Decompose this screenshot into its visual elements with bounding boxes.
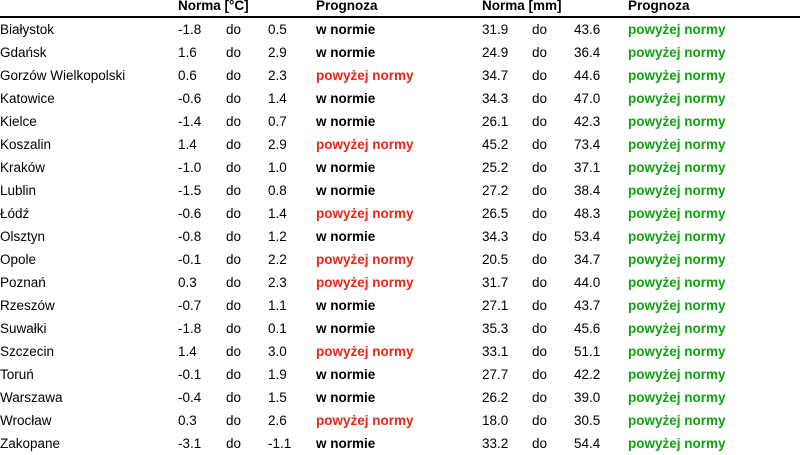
- cell-norm-precip-high: 42.3: [574, 114, 601, 129]
- cell-norm-precip-high: 73.4: [574, 137, 601, 152]
- cell-city: Szczecin: [0, 344, 55, 359]
- cell-norm-temp-high: 2.9: [268, 45, 287, 60]
- cell-forecast-temp: w normie: [316, 229, 376, 244]
- cell-forecast-precip: powyżej normy: [628, 22, 726, 37]
- cell-separator-temp: do: [226, 413, 242, 428]
- table-row: [0, 64, 800, 87]
- cell-norm-temp-high: 0.1: [268, 321, 287, 336]
- cell-norm-precip-high: 43.7: [574, 298, 601, 313]
- cell-norm-temp-low: -0.6: [178, 91, 202, 106]
- cell-city: Wrocław: [0, 413, 52, 428]
- cell-separator-precip: do: [532, 206, 548, 221]
- col-header-city: [0, 0, 178, 16]
- table-row: [0, 409, 800, 432]
- table-row: [0, 110, 800, 133]
- cell-city: Lublin: [0, 183, 37, 198]
- cell-norm-precip-low: 26.1: [482, 114, 509, 129]
- table-body: [0, 18, 800, 455]
- cell-forecast-temp: w normie: [316, 298, 376, 313]
- cell-norm-temp-high: 3.0: [268, 344, 287, 359]
- cell-norm-temp-low: -0.1: [178, 367, 202, 382]
- cell-separator-precip: do: [532, 367, 548, 382]
- cell-norm-temp-low: -1.4: [178, 114, 202, 129]
- cell-separator-temp: do: [226, 206, 242, 221]
- cell-norm-temp-high: 2.2: [268, 252, 287, 267]
- cell-norm-precip-low: 18.0: [482, 413, 509, 428]
- cell-separator-precip: do: [532, 45, 548, 60]
- cell-norm-temp-low: 0.6: [178, 68, 197, 83]
- cell-norm-temp-low: -1.0: [178, 160, 202, 175]
- cell-norm-precip-low: 34.7: [482, 68, 509, 83]
- col-header-forecast-precip: Prognoza: [628, 0, 690, 13]
- cell-norm-temp-low: -1.5: [178, 183, 202, 198]
- cell-city: Suwałki: [0, 321, 47, 336]
- cell-separator-precip: do: [532, 344, 548, 359]
- cell-separator-temp: do: [226, 45, 242, 60]
- cell-separator-temp: do: [226, 344, 242, 359]
- cell-separator-precip: do: [532, 298, 548, 313]
- table-row: [0, 432, 800, 455]
- cell-norm-precip-high: 47.0: [574, 91, 601, 106]
- cell-forecast-temp: powyżej normy: [316, 413, 414, 428]
- cell-norm-precip-low: 45.2: [482, 137, 509, 152]
- cell-norm-temp-high: 2.9: [268, 137, 287, 152]
- cell-forecast-temp: w normie: [316, 321, 376, 336]
- cell-forecast-temp: powyżej normy: [316, 275, 414, 290]
- cell-forecast-precip: powyżej normy: [628, 229, 726, 244]
- cell-forecast-temp: w normie: [316, 114, 376, 129]
- table-row: [0, 317, 800, 340]
- cell-norm-precip-high: 36.4: [574, 45, 601, 60]
- cell-separator-precip: do: [532, 229, 548, 244]
- cell-norm-temp-high: 0.8: [268, 183, 287, 198]
- cell-separator-precip: do: [532, 436, 548, 451]
- cell-norm-precip-low: 34.3: [482, 91, 509, 106]
- table-row: [0, 294, 800, 317]
- cell-norm-temp-high: 0.5: [268, 22, 287, 37]
- table-row: [0, 179, 800, 202]
- cell-norm-temp-high: 1.4: [268, 206, 287, 221]
- cell-separator-temp: do: [226, 229, 242, 244]
- cell-norm-precip-low: 31.9: [482, 22, 509, 37]
- cell-separator-precip: do: [532, 321, 548, 336]
- cell-forecast-precip: powyżej normy: [628, 413, 726, 428]
- cell-separator-precip: do: [532, 390, 548, 405]
- cell-separator-temp: do: [226, 137, 242, 152]
- cell-separator-temp: do: [226, 22, 242, 37]
- table-header: [0, 0, 800, 18]
- cell-norm-precip-high: 53.4: [574, 229, 601, 244]
- table-row: [0, 41, 800, 64]
- cell-norm-precip-low: 24.9: [482, 45, 509, 60]
- cell-forecast-precip: powyżej normy: [628, 298, 726, 313]
- cell-separator-temp: do: [226, 68, 242, 83]
- cell-forecast-temp: w normie: [316, 160, 376, 175]
- cell-forecast-temp: powyżej normy: [316, 252, 414, 267]
- cell-norm-precip-low: 35.3: [482, 321, 509, 336]
- cell-city: Białystok: [0, 22, 55, 37]
- cell-city: Warszawa: [0, 390, 63, 405]
- cell-city: Opole: [0, 252, 37, 267]
- cell-norm-temp-low: 1.6: [178, 45, 197, 60]
- cell-forecast-temp: w normie: [316, 367, 376, 382]
- cell-separator-temp: do: [226, 160, 242, 175]
- cell-norm-precip-low: 34.3: [482, 229, 509, 244]
- cell-city: Katowice: [0, 91, 55, 106]
- cell-norm-precip-high: 39.0: [574, 390, 601, 405]
- cell-forecast-precip: powyżej normy: [628, 344, 726, 359]
- cell-forecast-precip: powyżej normy: [628, 114, 726, 129]
- cell-separator-precip: do: [532, 252, 548, 267]
- cell-forecast-temp: w normie: [316, 436, 376, 451]
- cell-norm-temp-high: 2.3: [268, 275, 287, 290]
- cell-forecast-temp: powyżej normy: [316, 344, 414, 359]
- cell-separator-temp: do: [226, 183, 242, 198]
- col-header-norm-temp: Norma [°C]: [178, 0, 249, 13]
- col-header-norm-precip: Norma [mm]: [482, 0, 562, 13]
- cell-norm-precip-high: 48.3: [574, 206, 601, 221]
- col-header-forecast-temp: Prognoza: [316, 0, 378, 13]
- cell-norm-temp-low: -0.6: [178, 206, 202, 221]
- cell-norm-precip-high: 51.1: [574, 344, 601, 359]
- cell-norm-temp-low: -0.4: [178, 390, 202, 405]
- cell-norm-precip-low: 33.1: [482, 344, 509, 359]
- cell-separator-precip: do: [532, 114, 548, 129]
- cell-separator-precip: do: [532, 413, 548, 428]
- cell-forecast-temp: w normie: [316, 183, 376, 198]
- cell-norm-temp-low: -3.1: [178, 436, 202, 451]
- cell-separator-precip: do: [532, 22, 548, 37]
- cell-norm-temp-low: -0.7: [178, 298, 202, 313]
- cell-forecast-precip: powyżej normy: [628, 321, 726, 336]
- cell-norm-temp-high: 0.7: [268, 114, 287, 129]
- cell-norm-temp-high: 2.3: [268, 68, 287, 83]
- cell-norm-precip-high: 42.2: [574, 367, 601, 382]
- table-row: [0, 386, 800, 409]
- cell-forecast-precip: powyżej normy: [628, 367, 726, 382]
- cell-norm-temp-high: 1.0: [268, 160, 287, 175]
- cell-separator-precip: do: [532, 91, 548, 106]
- cell-separator-precip: do: [532, 275, 548, 290]
- cell-city: Gdańsk: [0, 45, 47, 60]
- cell-norm-temp-low: 0.3: [178, 275, 197, 290]
- cell-forecast-precip: powyżej normy: [628, 183, 726, 198]
- cell-forecast-precip: powyżej normy: [628, 390, 726, 405]
- cell-city: Poznań: [0, 275, 46, 290]
- table-row: [0, 248, 800, 271]
- cell-city: Olsztyn: [0, 229, 46, 244]
- cell-norm-temp-low: -1.8: [178, 321, 202, 336]
- cell-forecast-precip: powyżej normy: [628, 137, 726, 152]
- cell-separator-temp: do: [226, 298, 242, 313]
- cell-forecast-temp: powyżej normy: [316, 137, 414, 152]
- cell-forecast-temp: powyżej normy: [316, 68, 414, 83]
- cell-forecast-precip: powyżej normy: [628, 160, 726, 175]
- cell-separator-temp: do: [226, 436, 242, 451]
- cell-norm-precip-high: 37.1: [574, 160, 601, 175]
- cell-norm-precip-high: 44.6: [574, 68, 601, 83]
- cell-norm-precip-high: 44.0: [574, 275, 601, 290]
- cell-separator-precip: do: [532, 183, 548, 198]
- cell-separator-precip: do: [532, 137, 548, 152]
- cell-norm-temp-low: 0.3: [178, 413, 197, 428]
- cell-forecast-temp: w normie: [316, 22, 376, 37]
- cell-norm-temp-low: 1.4: [178, 344, 197, 359]
- cell-separator-temp: do: [226, 114, 242, 129]
- cell-forecast-precip: powyżej normy: [628, 206, 726, 221]
- cell-city: Toruń: [0, 367, 34, 382]
- cell-norm-precip-low: 33.2: [482, 436, 509, 451]
- cell-separator-precip: do: [532, 160, 548, 175]
- cell-separator-temp: do: [226, 367, 242, 382]
- cell-city: Gorzów Wielkopolski: [0, 68, 126, 83]
- cell-norm-precip-high: 43.6: [574, 22, 601, 37]
- cell-separator-temp: do: [226, 321, 242, 336]
- table-row: [0, 18, 800, 41]
- cell-norm-precip-low: 31.7: [482, 275, 509, 290]
- cell-norm-precip-low: 27.1: [482, 298, 509, 313]
- cell-city: Kraków: [0, 160, 46, 175]
- cell-norm-precip-low: 20.5: [482, 252, 509, 267]
- table-row: [0, 225, 800, 248]
- cell-norm-precip-low: 25.2: [482, 160, 509, 175]
- cell-forecast-precip: powyżej normy: [628, 436, 726, 451]
- cell-norm-temp-high: 2.6: [268, 413, 287, 428]
- cell-norm-precip-low: 27.7: [482, 367, 509, 382]
- table-row: [0, 202, 800, 225]
- cell-forecast-precip: powyżej normy: [628, 252, 726, 267]
- cell-norm-temp-high: 1.4: [268, 91, 287, 106]
- cell-city: Łódź: [0, 206, 30, 221]
- cell-separator-temp: do: [226, 390, 242, 405]
- cell-norm-temp-high: 1.1: [268, 298, 287, 313]
- cell-forecast-temp: powyżej normy: [316, 206, 414, 221]
- cell-norm-temp-low: -1.8: [178, 22, 202, 37]
- cell-norm-temp-low: 1.4: [178, 137, 197, 152]
- cell-separator-precip: do: [532, 68, 548, 83]
- cell-separator-temp: do: [226, 252, 242, 267]
- cell-forecast-precip: powyżej normy: [628, 68, 726, 83]
- cell-norm-temp-high: 1.9: [268, 367, 287, 382]
- cell-norm-precip-high: 34.7: [574, 252, 601, 267]
- table-row: [0, 340, 800, 363]
- cell-norm-temp-high: 1.5: [268, 390, 287, 405]
- cell-city: Koszalin: [0, 137, 52, 152]
- cell-forecast-temp: w normie: [316, 390, 376, 405]
- cell-norm-precip-high: 30.5: [574, 413, 601, 428]
- cell-city: Rzeszów: [0, 298, 55, 313]
- cell-norm-temp-low: -0.8: [178, 229, 202, 244]
- cell-separator-temp: do: [226, 91, 242, 106]
- cell-norm-precip-low: 26.2: [482, 390, 509, 405]
- table-row: [0, 156, 800, 179]
- cell-forecast-precip: powyżej normy: [628, 91, 726, 106]
- cell-city: Kielce: [0, 114, 37, 129]
- cell-forecast-temp: w normie: [316, 91, 376, 106]
- cell-forecast-precip: powyżej normy: [628, 275, 726, 290]
- cell-norm-precip-high: 54.4: [574, 436, 601, 451]
- cell-norm-precip-low: 27.2: [482, 183, 509, 198]
- table-row: [0, 363, 800, 386]
- cell-norm-temp-low: -0.1: [178, 252, 202, 267]
- cell-forecast-precip: powyżej normy: [628, 45, 726, 60]
- cell-norm-precip-high: 45.6: [574, 321, 601, 336]
- cell-forecast-temp: w normie: [316, 45, 376, 60]
- cell-norm-temp-high: -1.1: [268, 436, 292, 451]
- cell-norm-precip-low: 26.5: [482, 206, 509, 221]
- cell-separator-temp: do: [226, 275, 242, 290]
- cell-norm-precip-high: 38.4: [574, 183, 601, 198]
- cell-norm-temp-high: 1.2: [268, 229, 287, 244]
- table-row: [0, 87, 800, 110]
- table-row: [0, 133, 800, 156]
- table-row: [0, 271, 800, 294]
- cell-city: Zakopane: [0, 436, 61, 451]
